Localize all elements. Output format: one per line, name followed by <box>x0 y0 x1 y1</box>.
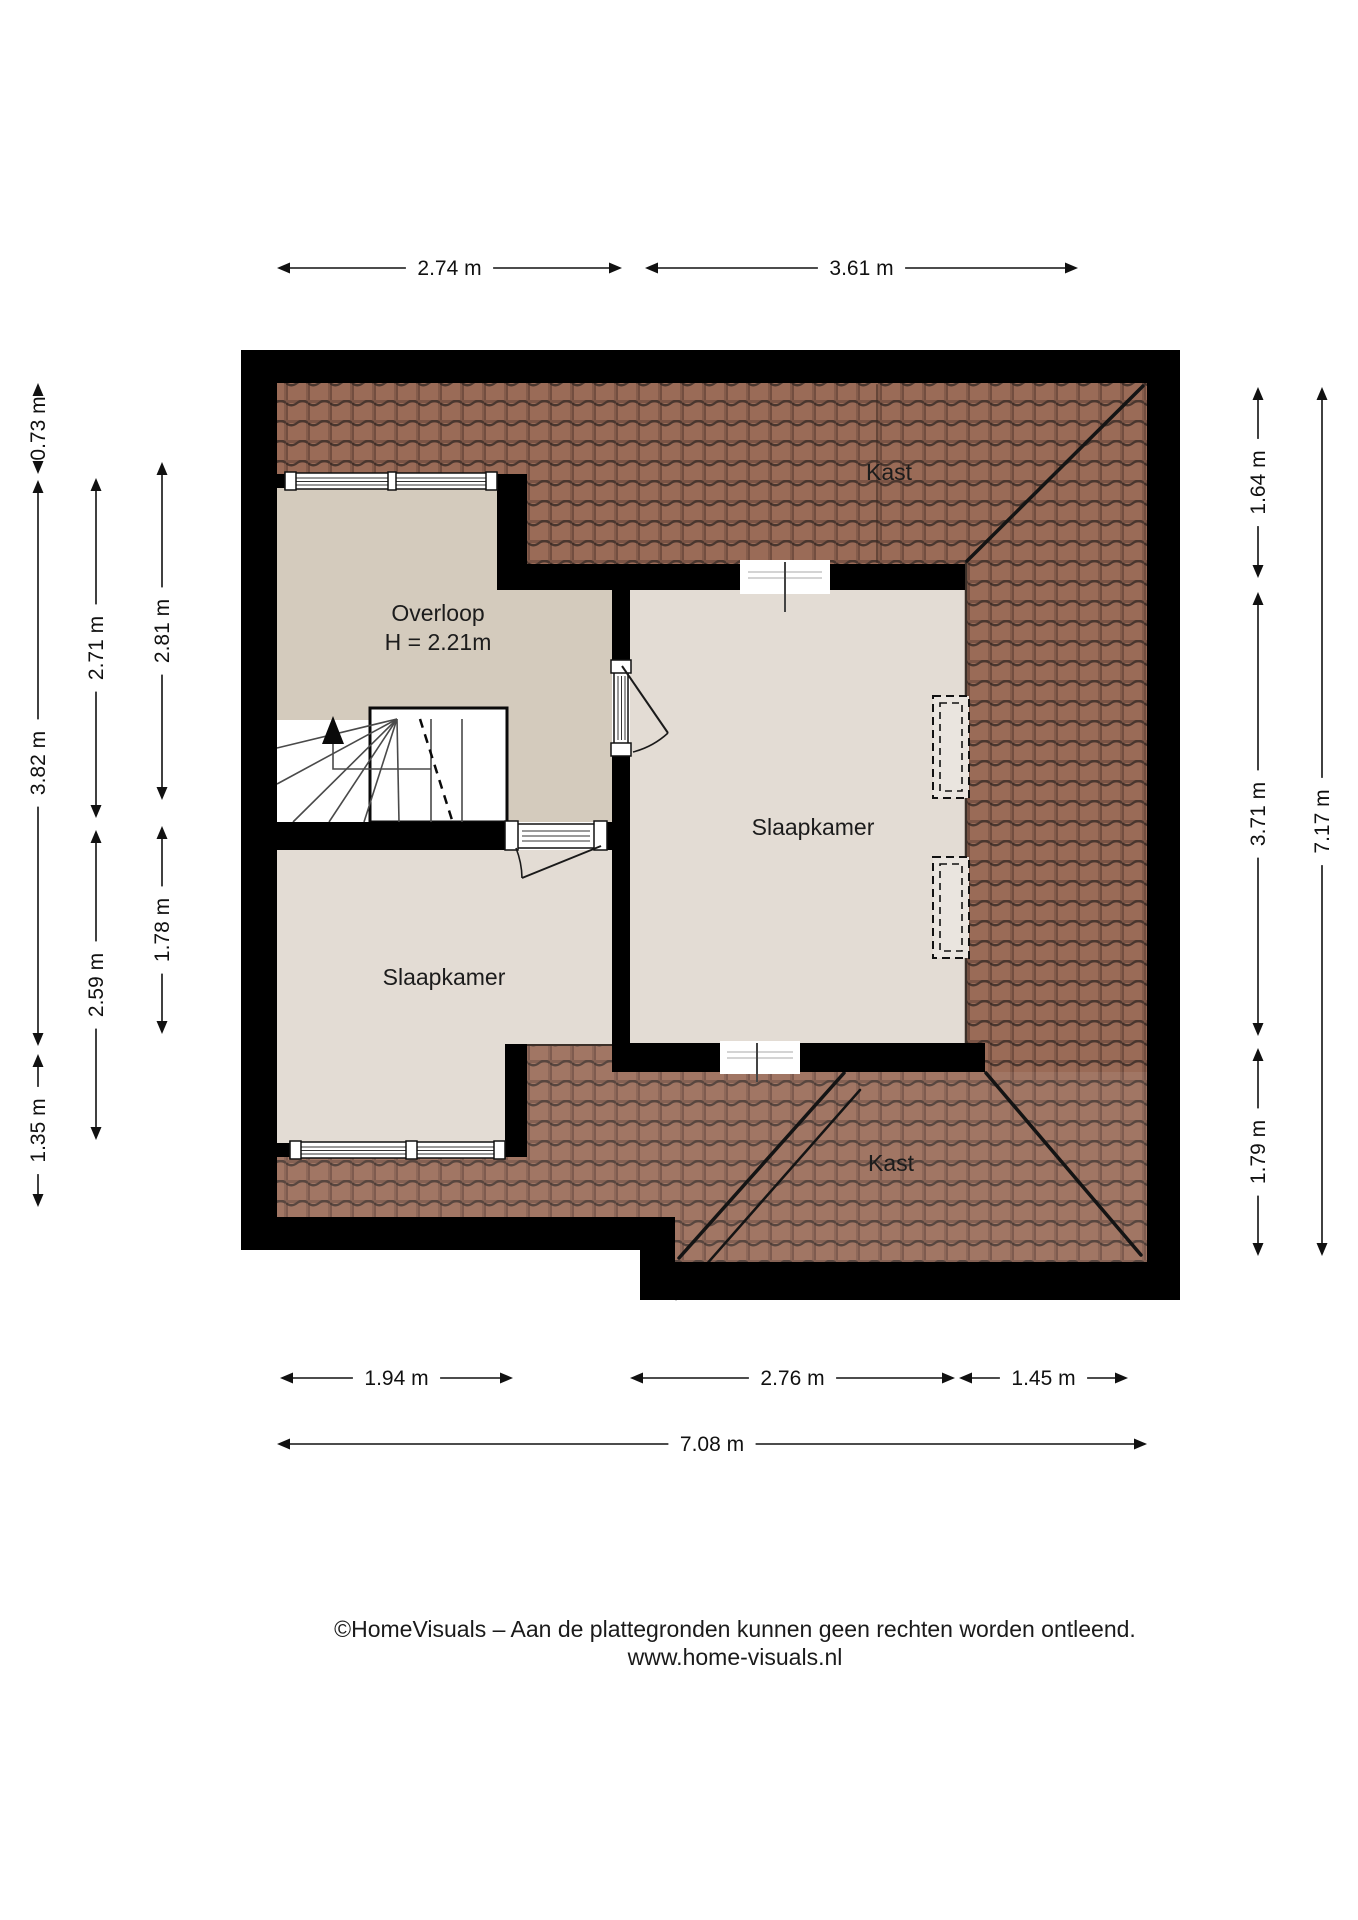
arrowhead-icon <box>645 263 658 274</box>
wall-slaapkamer-right-bottom-a <box>612 1043 720 1072</box>
dimension <box>277 257 622 280</box>
dimension-label: 3.71 m <box>1247 781 1270 847</box>
window-slaapkamer-left-bottom <box>290 1141 505 1159</box>
dimension-label: 7.17 m <box>1311 789 1334 854</box>
label-slaapkamer-left: Slaapkamer <box>382 964 506 990</box>
wall-overloop-bottom <box>274 822 507 850</box>
label-kast-bottom: Kast <box>867 1150 915 1176</box>
dimension-label: 1.78 m <box>151 897 174 963</box>
footer <box>334 1616 1136 1670</box>
window-overloop-top <box>285 472 497 490</box>
arrowhead-icon <box>157 1021 168 1034</box>
arrowhead-icon <box>91 830 102 843</box>
arrowhead-icon <box>33 1194 44 1207</box>
dimension-label: 2.76 m <box>760 1367 825 1390</box>
dimension <box>277 1433 1147 1456</box>
footer-url: www.home-visuals.nl <box>627 1644 843 1670</box>
label-overloop-height: H = 2.21m <box>384 629 492 655</box>
arrowhead-icon <box>33 383 44 396</box>
dimension <box>27 1054 50 1207</box>
roof-tint <box>277 1157 527 1217</box>
arrowhead-icon <box>1065 263 1078 274</box>
dimension-label: 1.35 m <box>27 1098 50 1163</box>
wall-slaapkamer-right-top-a <box>527 564 740 590</box>
label-overloop: Overloop <box>391 600 485 626</box>
arrowhead-icon <box>33 1054 44 1067</box>
arrowhead-icon <box>959 1373 972 1384</box>
arrowhead-icon <box>942 1373 955 1384</box>
arrowhead-icon <box>500 1373 513 1384</box>
arrowhead-icon <box>91 805 102 818</box>
label-slaapkamer-right: Slaapkamer <box>751 814 875 840</box>
arrowhead-icon <box>630 1373 643 1384</box>
arrowhead-icon <box>33 461 44 474</box>
arrowhead-icon <box>1253 1048 1264 1061</box>
arrowhead-icon <box>1317 387 1328 400</box>
arrowhead-icon <box>1317 1243 1328 1256</box>
arrowhead-icon <box>33 480 44 493</box>
arrowhead-icon <box>1115 1373 1128 1384</box>
dimension <box>151 462 174 800</box>
arrowhead-icon <box>91 1127 102 1140</box>
dimension <box>630 1367 955 1390</box>
dimension-label: 7.08 m <box>679 1433 745 1456</box>
dimension <box>1311 387 1334 1256</box>
dimension-label: 3.82 m <box>27 730 50 796</box>
arrowhead-icon <box>91 478 102 491</box>
roof-strip-top-left <box>277 383 527 474</box>
dimension-label: 2.81 m <box>151 598 174 664</box>
wall-overloop-step <box>497 474 527 590</box>
dimension <box>1247 387 1270 578</box>
arrowhead-icon <box>1253 592 1264 605</box>
arrowhead-icon <box>1253 565 1264 578</box>
dimension <box>1247 1048 1270 1256</box>
arrowhead-icon <box>33 1033 44 1046</box>
arrowhead-icon <box>280 1373 293 1384</box>
dimension-label: 3.61 m <box>829 257 894 280</box>
wall-slaapkamer-right-bottom-b <box>800 1043 985 1072</box>
roof-window-outline-2 <box>933 857 969 958</box>
arrowhead-icon <box>157 826 168 839</box>
arrowhead-icon <box>1134 1439 1147 1450</box>
dimension <box>85 830 108 1140</box>
arrowhead-icon <box>277 263 290 274</box>
dimension-label: 2.71 m <box>85 615 108 681</box>
wall-slaapkamer-right-top-b <box>830 564 965 590</box>
dimension <box>959 1367 1128 1390</box>
arrowhead-icon <box>1253 1023 1264 1036</box>
dimension-label: 1.79 m <box>1247 1119 1270 1185</box>
dimension <box>27 480 50 1046</box>
dimension-label: 1.64 m <box>1247 450 1270 515</box>
wall-window-stub-bl <box>277 1143 290 1157</box>
footer-copyright: ©HomeVisuals – Aan de plattegronden kunnen geen rechten worden ontleend. <box>334 1616 1136 1642</box>
dimension-label: 2.74 m <box>417 257 482 280</box>
dimension <box>1247 592 1270 1036</box>
arrowhead-icon <box>157 462 168 475</box>
arrowhead-icon <box>277 1439 290 1450</box>
wall-window-stub-tl <box>277 474 285 488</box>
wall-slaapkamer-left-right-stub <box>505 1044 527 1157</box>
arrowhead-icon <box>609 263 622 274</box>
dimension <box>280 1367 513 1390</box>
wall-overloop-bottom-b <box>607 822 630 850</box>
dimension-label: 1.94 m <box>364 1367 429 1390</box>
wall-overloop-right-a <box>612 585 630 660</box>
arrowhead-icon <box>1253 1243 1264 1256</box>
roof-window-outline-1 <box>933 696 969 798</box>
dimension <box>645 257 1078 280</box>
dimension-label: 2.59 m <box>85 952 108 1018</box>
arrowhead-icon <box>157 787 168 800</box>
dimension-label: 1.45 m <box>1011 1367 1076 1390</box>
dimension-label: 0.73 m <box>27 396 50 461</box>
wall-overloop-right-b <box>612 755 630 1045</box>
label-kast-top: Kast <box>865 459 913 485</box>
dimension <box>151 826 174 1034</box>
dimension <box>27 383 50 474</box>
arrowhead-icon <box>1253 387 1264 400</box>
dimension <box>85 478 108 818</box>
staircase <box>277 708 507 822</box>
